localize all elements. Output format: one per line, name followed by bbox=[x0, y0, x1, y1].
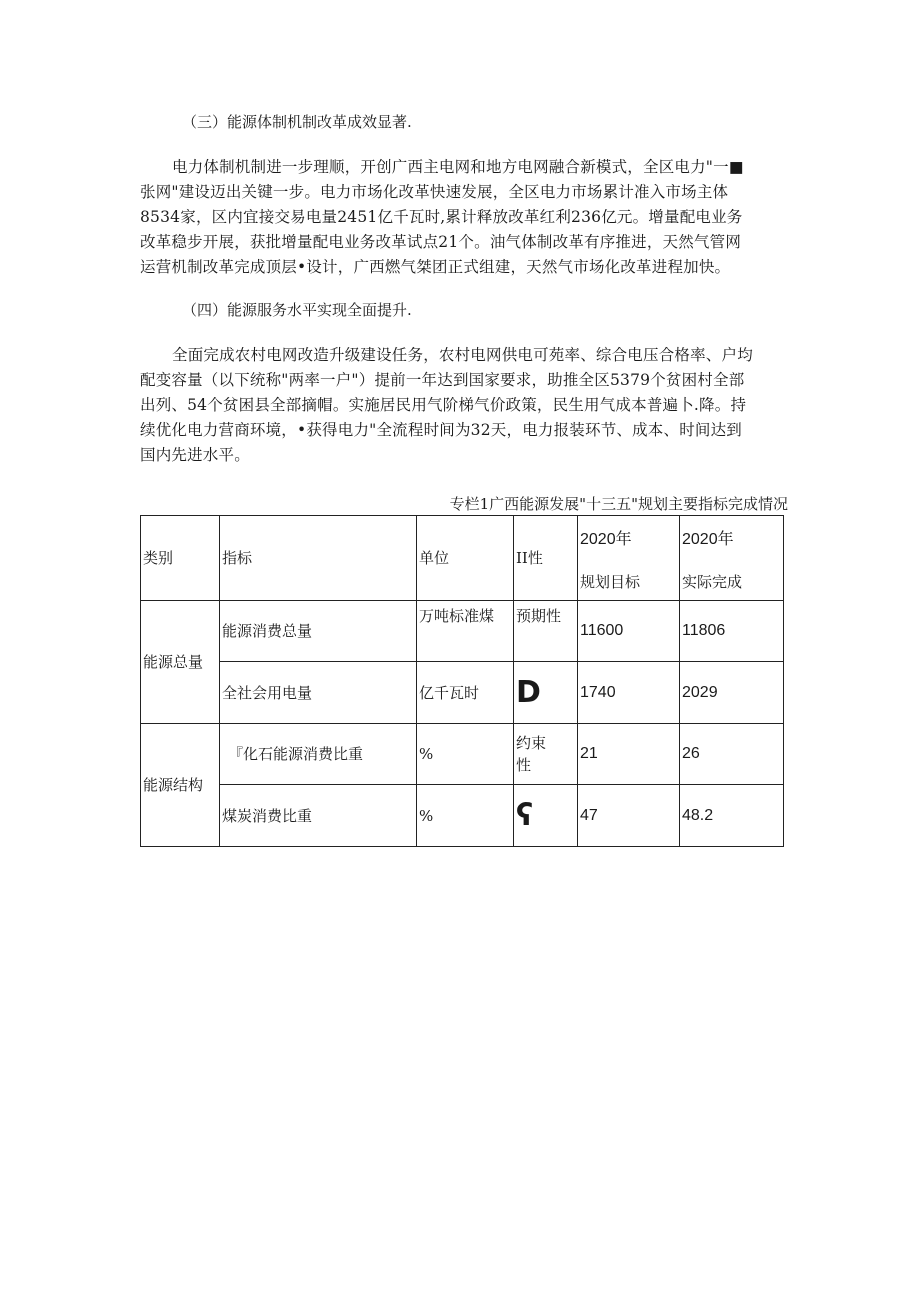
actual-cell: 2029 bbox=[680, 662, 784, 724]
header-actual bbox=[680, 516, 784, 601]
paragraph-line: 全面完成农村电网改造升级建设任务，农村电网供电可苑率、综合电压合格率、户均 bbox=[172, 346, 753, 364]
paragraph-line: 电力体制机制进一步理顺，开创广西主电网和地方电网融合新模式，全区电力"一■ bbox=[172, 158, 744, 176]
header-actual-year: 2020年 bbox=[682, 531, 734, 548]
table-header-row bbox=[141, 516, 784, 601]
nature-text: 约束性 bbox=[516, 734, 547, 774]
target-cell: 11600 bbox=[578, 601, 680, 662]
paragraph-line: 续优化电力营商环境，•获得电力"全流程时间为32天，电力报装环节、成本、时间达到 bbox=[140, 421, 742, 439]
header-target-label: 规划目标 bbox=[580, 573, 641, 591]
paragraph-line: 8534家，区内宜接交易电量2451亿千瓦时,累计释放改革红利236亿元。增量配电业务 bbox=[140, 208, 743, 226]
unit-cell: % bbox=[417, 785, 514, 847]
table-row bbox=[141, 662, 784, 724]
table-row bbox=[141, 724, 784, 785]
section-heading-4: （四）能源服务水平实现全面提升. bbox=[182, 301, 412, 319]
unit-cell: % bbox=[417, 724, 514, 785]
paragraph-energy-service bbox=[140, 343, 788, 468]
category-cell: 能源总量 bbox=[141, 601, 220, 724]
paragraph-line: 改革稳步开展，获批增量配电业务改革试点21个。油气体制改革有序推进，天然气管网 bbox=[140, 233, 742, 251]
paragraph-line: 国内先进水平。 bbox=[140, 446, 250, 464]
header-target-year: 2020年 bbox=[580, 531, 632, 548]
category-cell: 能源结构 bbox=[141, 724, 220, 847]
paragraph-line: 张网"建设迈出关键一步。电力市场化改革快速发展，全区电力市场累计准入市场主体 bbox=[140, 183, 729, 201]
indicator-cell: 能源消费总量 bbox=[220, 601, 417, 662]
header-target bbox=[578, 516, 680, 601]
header-category: 类别 bbox=[141, 516, 220, 601]
actual-cell: 48.2 bbox=[680, 785, 784, 847]
indicator-cell: 『化石能源消费比重 bbox=[220, 724, 417, 785]
unit-cell: 万吨标准煤 bbox=[417, 601, 514, 662]
header-actual-label: 实际完成 bbox=[682, 573, 743, 591]
target-cell: 1740 bbox=[578, 662, 680, 724]
header-indicator: 指标 bbox=[220, 516, 417, 601]
target-cell: 47 bbox=[578, 785, 680, 847]
header-unit: 单位 bbox=[417, 516, 514, 601]
indicator-cell: 全社会用电量 bbox=[220, 662, 417, 724]
header-nature: II性 bbox=[514, 516, 578, 601]
paragraph-electricity-reform bbox=[140, 155, 788, 280]
nature-cell: 预期性 bbox=[514, 601, 578, 662]
unit-cell: 亿千瓦时 bbox=[417, 662, 514, 724]
indicator-cell: 煤炭消费比重 bbox=[220, 785, 417, 847]
table-caption: 专栏1广西能源发展"十三五"规划主要指标完成情况 bbox=[449, 495, 788, 513]
actual-cell: 26 bbox=[680, 724, 784, 785]
nature-cell: ʕ bbox=[514, 785, 578, 847]
section-heading-3: （三）能源体制机制改革成效显著. bbox=[182, 113, 412, 131]
nature-cell: D bbox=[514, 662, 578, 724]
paragraph-line: 出列、54个贫困县全部摘帽。实施居民用气阶梯气价政策，民生用气成本普遍卜.降。持 bbox=[140, 396, 747, 414]
table-row bbox=[141, 601, 784, 662]
table-row bbox=[141, 785, 784, 847]
indicators-table bbox=[140, 515, 784, 847]
actual-cell: 11806 bbox=[680, 601, 784, 662]
paragraph-line: 运营机制改革完成顶层•设计，广西燃气桀团正式组建，天然气市场化改革进程加快。 bbox=[140, 258, 731, 276]
target-cell: 21 bbox=[578, 724, 680, 785]
nature-cell bbox=[514, 724, 578, 785]
paragraph-line: 配变容量（以下统称"两率一户"）提前一年达到国家要求，助推全区5379个贫困村全部 bbox=[140, 371, 745, 389]
